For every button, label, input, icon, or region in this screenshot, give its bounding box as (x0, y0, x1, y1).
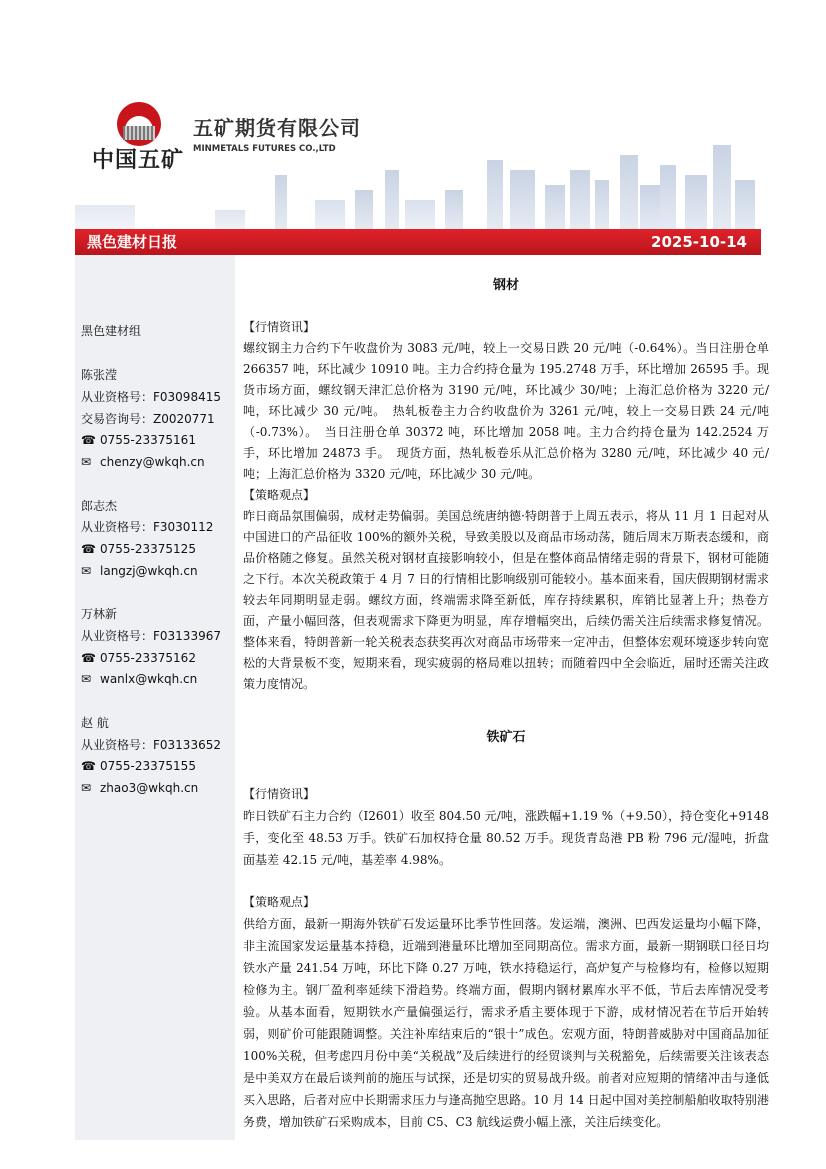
analyst-phone: 0755-23375161 (100, 433, 196, 447)
skyline-graphic (75, 130, 761, 230)
market-heading: 【行情资讯】 (243, 787, 316, 801)
mail-icon: ✉ (81, 564, 92, 578)
analyst-name: 赵 航 (81, 716, 109, 730)
analyst-name: 万林新 (81, 607, 118, 621)
analyst-name: 郎志杰 (81, 499, 118, 513)
analyst-sidebar (75, 255, 235, 1140)
analyst-qualification: 从业资格号：F03133652 (81, 738, 221, 752)
mail-icon: ✉ (81, 672, 92, 686)
market-paragraph: 昨日铁矿石主力合约（I2601）收至 804.50 元/吨，涨跌幅+1.19 %（+9.50），持仓变化+9148 手，变化至 48.53 万手。铁矿石加权持仓量 80.52 万手。现货青岛港 PB 粉 796 元/湿吨，折盘面基差 42.15 元/吨，基差率 4.98%。 (243, 809, 769, 867)
market-paragraph: 螺纹钢主力合约下午收盘价为 3083 元/吨，较上一交易日跌 20 元/吨（-0.64%）。当日注册仓单 266357 吨，环比减少 10910 吨。主力合约持仓量为 195.2748 万手，环比增加 26595 手。现货市场方面，螺纹钢天津汇总价格为 3190 元/吨，环比减少 30/吨；上海汇总价格为 3220 元/吨，环比减少 30 元/吨。 热轧板卷主力合约收盘价为 3261 元/吨，较上一交易日跌 24 元/吨（-0.73%）。 当日注册仓单 30372 吨，环比增加 2058 吨。主力合约持仓量为 142.2524 万手，环比增加 24873 手。 现货方面，热轧板卷乐从汇总价格为 3280 元/吨，环比减少 40 元/吨；上海汇总价格为 3320 元/吨，环比减少 30 元/吨。 (243, 341, 769, 481)
analyst-email[interactable]: langzj@wkqh.cn (100, 564, 198, 578)
iron-ore-market (243, 783, 769, 871)
analyst-phone: 0755-23375125 (100, 542, 196, 556)
analyst-qualification: 从业资格号：F03133967 (81, 629, 221, 643)
analyst-phone: 0755-23375162 (100, 651, 196, 665)
company-name-en: MINMETALS FUTURES CO.,LTD (193, 144, 336, 154)
analyst-email[interactable]: wanlx@wkqh.cn (100, 672, 198, 686)
phone-icon: ☎ (81, 433, 96, 447)
strategy-heading: 【策略观点】 (243, 488, 316, 502)
strategy-paragraph: 供给方面，最新一期海外铁矿石发运量环比季节性回落。发运端，澳洲、巴西发运量均小幅下降，非主流国家发运量基本持稳，近端到港量环比增加至同期高位。需求方面，最新一期钢联口径日均铁水产量 241.54 万吨，环比下降 0.27 万吨，铁水持稳运行，高炉复产与检修均有，检修以短期检修为主。钢厂盈利率延续下滑趋势。终端方面，假期内钢材累库水平不低，节后去库情况受考验。从基本面看，短期铁水产量偏强运行，需求矛盾主要体现于下游，成材情况若在节后开始转弱，则矿价可能跟随调整。关注补库结束后的“银十”成色。宏观方面，特朗普威胁对中国商品加征 100%关税，但考虑四月份中美“关税战”及后续进行的经贸谈判与关税豁免，后续需要关注该表态是中美双方在最后谈判前的施压与试探，还是切实的贸易战升级。前者对应短期的情绪冲击与逢低买入思路，后者对应中长期需求压力与逢高抛空思路。10 月 14 日起中国对美控制船舶收取特别港务费，增加铁矿石采购成本，目前 C5、C3 航线运费小幅上涨，关注后续变化。 (243, 917, 769, 1129)
analyst-consult-number: 交易咨询号：Z0020771 (81, 412, 215, 426)
analyst-email[interactable]: chenzy@wkqh.cn (100, 455, 205, 469)
mail-icon: ✉ (81, 781, 92, 795)
emblem-base (123, 126, 155, 140)
analyst-phone: 0755-23375155 (100, 759, 196, 773)
market-heading: 【行情资讯】 (243, 320, 316, 334)
strategy-heading: 【策略观点】 (243, 895, 316, 909)
analyst-qualification: 从业资格号：F3030112 (81, 520, 214, 534)
phone-icon: ☎ (81, 651, 96, 665)
steel-section (243, 317, 769, 695)
analyst-name: 陈张滢 (81, 368, 118, 382)
report-date: 2025-10-14 (651, 233, 747, 251)
report-title: 黑色建材日报 (87, 233, 178, 251)
analyst-qualification: 从业资格号：F03098415 (81, 390, 221, 404)
report-body (243, 255, 769, 1163)
logo-text: 中国五矿 (92, 148, 185, 173)
section-title-iron-ore: 铁矿石 (486, 730, 526, 745)
analyst-email[interactable]: zhao3@wkqh.cn (100, 781, 199, 795)
phone-icon: ☎ (81, 542, 96, 556)
mail-icon: ✉ (81, 455, 92, 469)
section-title-steel: 钢材 (492, 278, 519, 293)
group-name: 黑色建材组 (81, 324, 142, 338)
report-header (75, 88, 761, 230)
strategy-paragraph: 昨日商品氛围偏弱，成材走势偏弱。美国总统唐纳德·特朗普于上周五表示，将从 11 月 1 日起对从中国进口的产品征收 100%的额外关税，导致美股以及商品市场动荡，随后周末万斯表态缓和，商品价格随之修复。虽然关税对钢材直接影响较小，但是在整体商品情绪走弱的背景下，钢材可能随之下行。本次关税政策于 4 月 7 日的行情相比影响级别可能较小。基本面来看，国庆假期钢材需求较去年同期明显走弱。螺纹方面，终端需求降至新低，库存持续累积，库销比显著上升；热卷方面，产量小幅回落，但表观需求下降更为明显，库存增幅突出，后续仍需关注后续需求修复情况。整体来看，特朗普新一轮关税表态获奖再次对商品市场带来一定冲击，但整体宏观环境逐步转向宽松的大背景板不变，短期来看，现实疲弱的格局难以扭转；而随着四中全会临近，届时还需关注政策力度情况。 (243, 509, 769, 691)
company-name-cn: 五矿期货有限公司 (193, 116, 361, 140)
iron-ore-strategy (243, 891, 769, 1133)
title-bar (75, 229, 761, 255)
phone-icon: ☎ (81, 759, 96, 773)
